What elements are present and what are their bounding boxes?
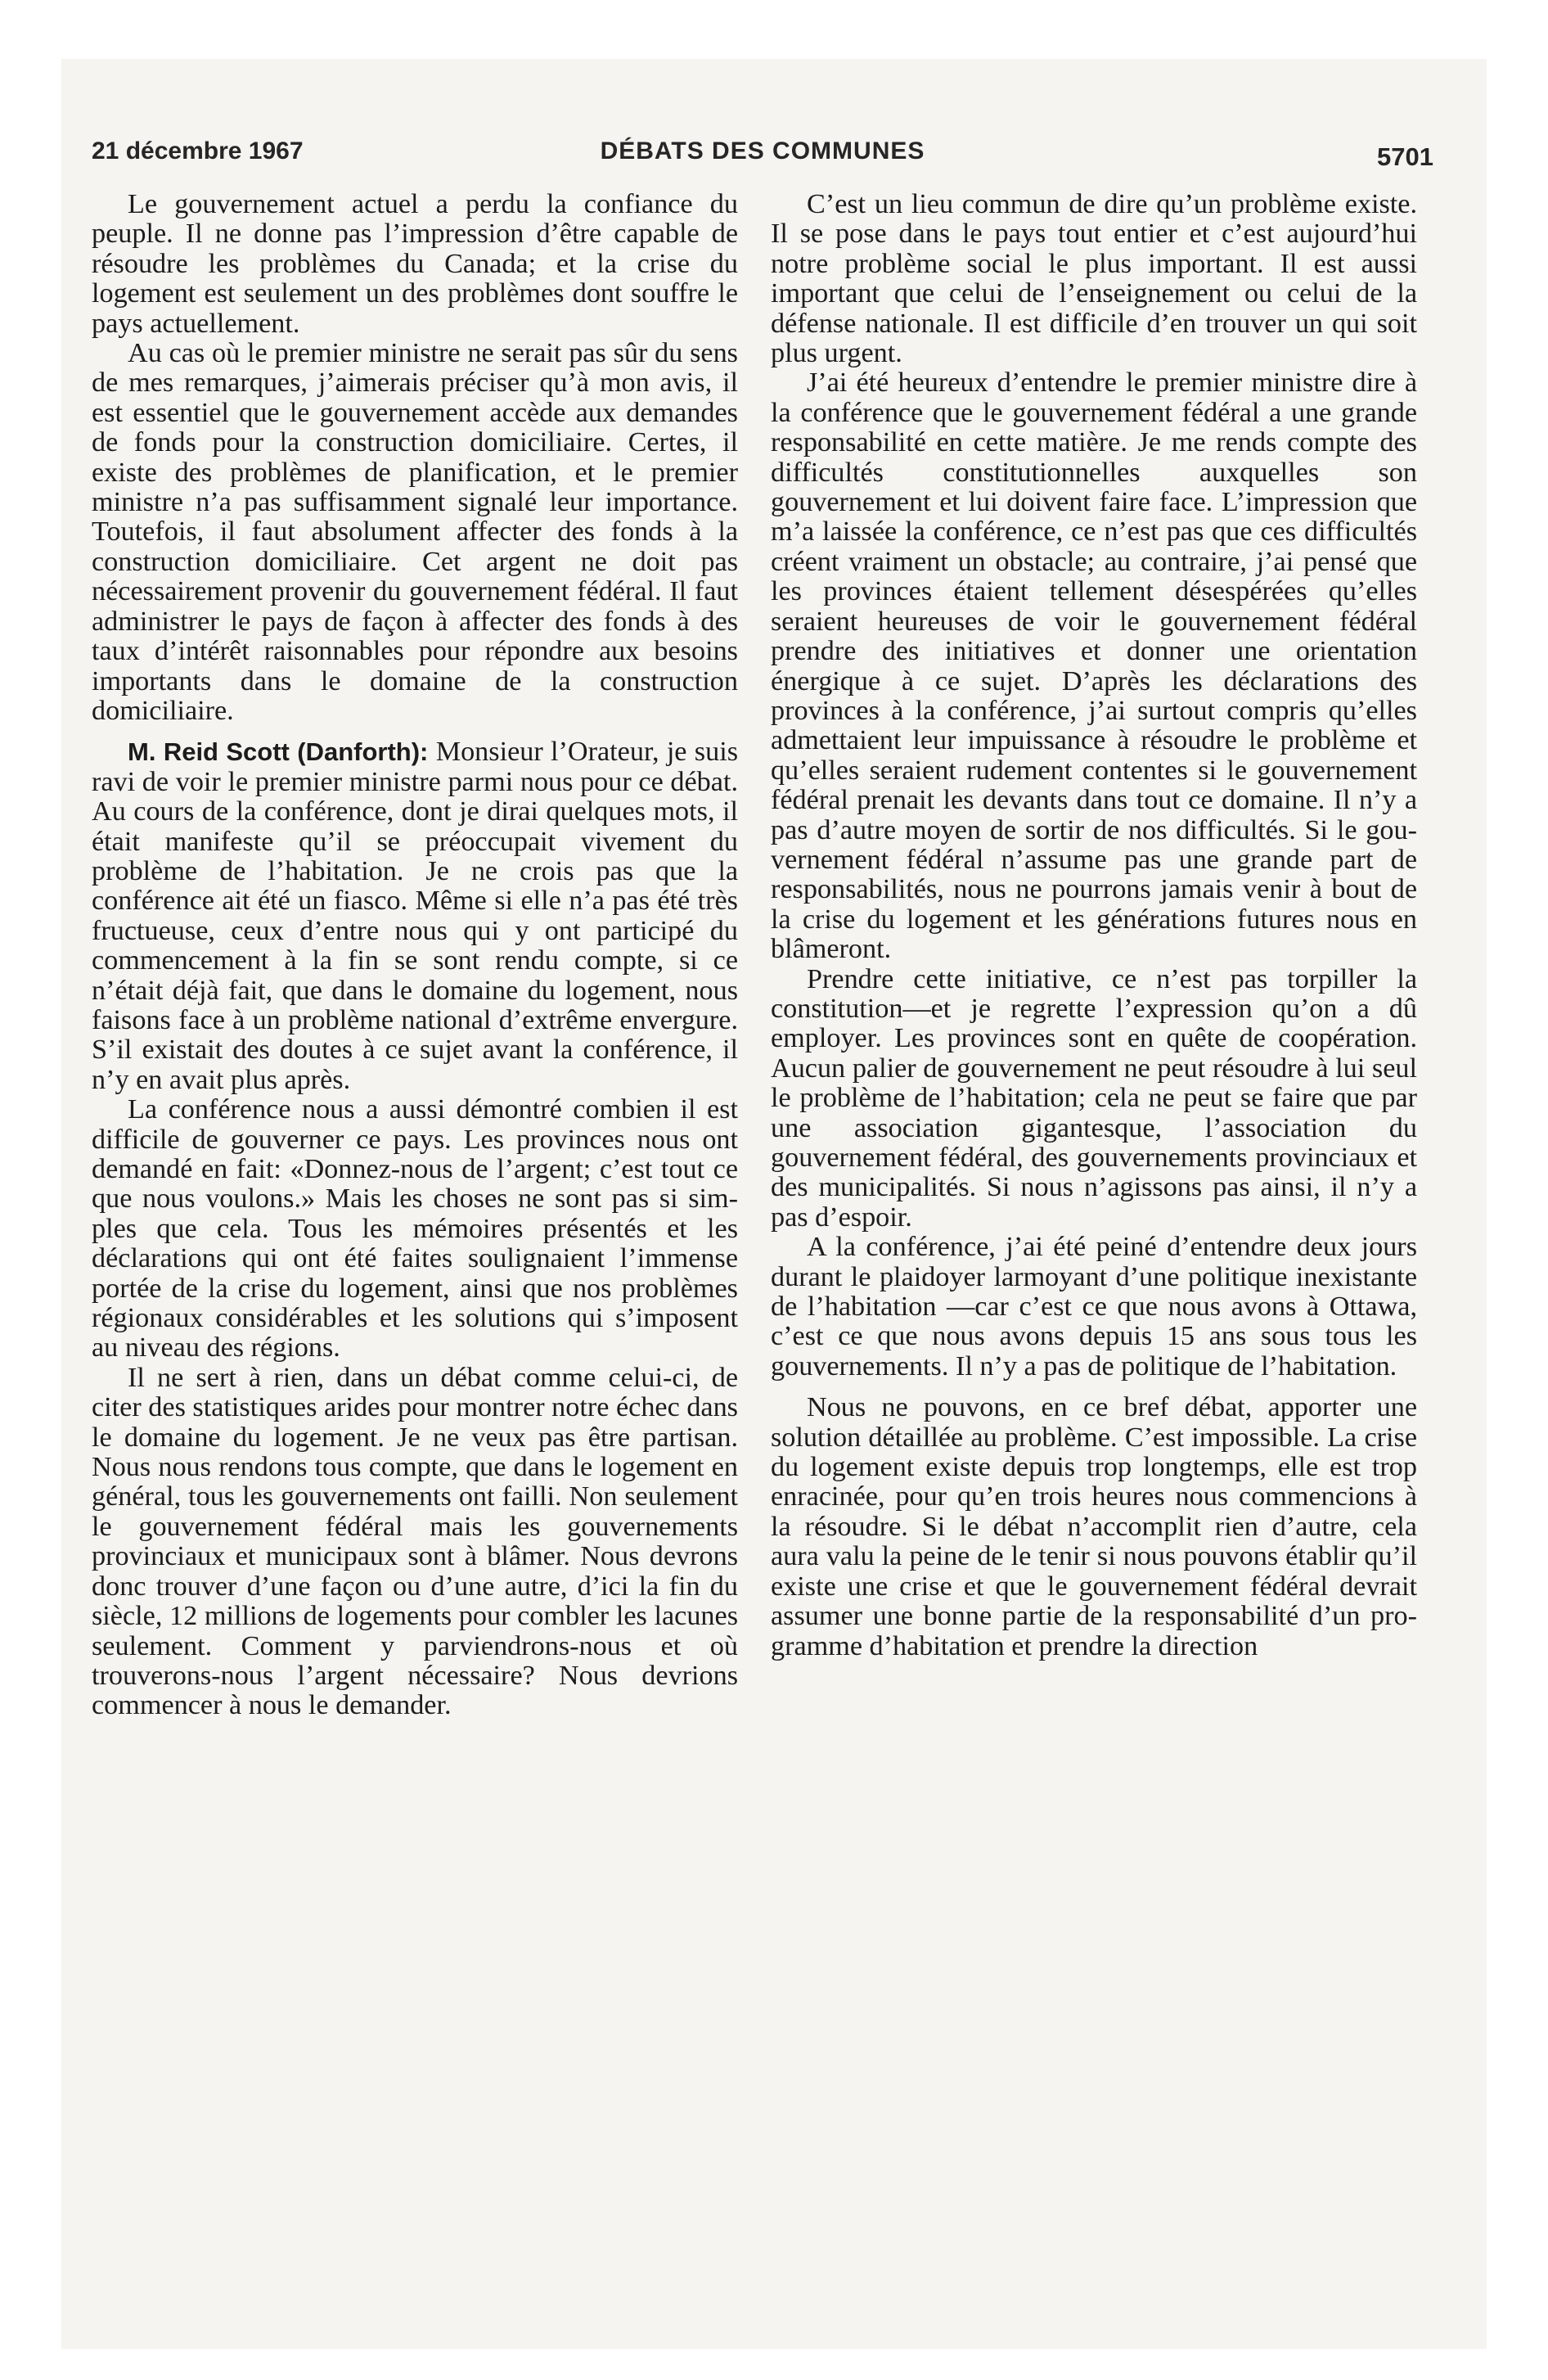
paragraph: J’ai été heureux d’entendre le premier ministre dire à la conférence que le gouvernement fédéral a une grande responsabilité en cette matière. Je me rends compte des difficultés constitutionnelles auxquelles son gouvernement et lui doivent faire face. L’impression que m’a laissée la conférence, ce n’est pas que ces difficultés créent vraiment un obstacle; au contraire, j’ai pensé que les provinces étaient tellement désespérées qu’elles seraient heureuses de voir le gouvernement fédéral prendre des initiatives et donner une orientation énergique à ce sujet. D’après les déclarations des provinces à la conférence, j’ai surtout compris qu’elles admettaient leur impuissance à résoudre le problème et qu’elles seraient rudement contentes si le gouvernement fédéral prenait les devants dans tout ce domaine. Il n’y a pas d’autre moyen de sortir de nos difficultés. Si le gouvernement fédéral n’assume pas une grande part de responsabilités, nous ne pourrons jamais venir à bout de la crise du logement et les générations futures nous en blâmeront. <box>771 367 1417 965</box>
speaker-name: M. Reid Scott (Danforth): <box>128 737 429 767</box>
speaker-paragraph <box>92 737 738 1095</box>
paragraph: Prendre cette initiative, ce n’est pas torpiller la constitution—et je regrette l’expression qu’on a dû employer. Les provinces sont en quête de coopération. Aucun palier de gouvernement ne peut résoudre à lui seul le problème de l’habitation; cela ne peut se faire que par une association gigantesque, l’association du gouvernement fédéral, des gouvernements provinciaux et des municipalités. Si nous n’agissons pas ainsi, il n’y a pas d’espoir. <box>771 963 1417 1233</box>
paragraph: Il ne sert à rien, dans un débat comme celui-ci, de citer des statistiques arides pour montrer notre échec dans le domaine du logement. Je ne veux pas être partisan. Nous nous rendons tous compte, que dans le logement en général, tous les gouvernements ont failli. Non seulement le gouvernement fédéral mais les gouvernements provinciaux et municipaux sont à blâmer. Nous devrons donc trouver d’une façon ou d’une autre, d’ici la fin du siècle, 12 millions de logements pour combler les lacunes seulement. Comment y parviendrons-nous et où trouverons-nous l’argent nécessaire? Nous devrions commencer à nous le demander. <box>92 1362 738 1721</box>
page-number: 5701 <box>1377 142 1433 171</box>
right-column <box>771 190 1417 1661</box>
paragraph: Le gouvernement actuel a perdu la confiance du peuple. Il ne donne pas l’impression d’être capable de résoudre les problèmes du Canada; et la crise du logement est seulement un des problèmes dont souffre le pays actuellement. <box>92 189 738 339</box>
paragraph: Nous ne pouvons, en ce bref débat, apporter une solution détaillée au problème. C’est impossible. La crise du logement existe depuis trop longtemps, elle est trop enracinée, pour qu’en trois heures nous commencions à la résoudre. Si le débat n’accomplit rien d’autre, cela aura valu la peine de le tenir si nous pouvons établir qu’il existe une crise et que le gouvernement fédéral devrait assumer une bonne partie de la responsabilité d’un programme d’habitation et prendre la direction <box>771 1392 1417 1661</box>
header-date: 21 décembre 1967 <box>92 137 304 165</box>
header-title: DÉBATS DES COMMUNES <box>600 137 925 165</box>
page-header <box>92 137 1433 178</box>
paragraph: C’est un lieu commun de dire qu’un problème existe. Il se pose dans le pays tout entier et c’est aujourd’hui notre problème social le plus important. Il est aussi important que celui de l’enseignement ou celui de la défense nationale. Il est difficile d’en trouver un qui soit plus urgent. <box>771 189 1417 369</box>
paragraph: Au cas où le premier ministre ne serait pas sûr du sens de mes remarques, j’aimerais préciser qu’à mon avis, il est essentiel que le gouvernement accède aux demandes de fonds pour la construction domiciliaire. Certes, il existe des problèmes de planification, et le premier ministre n’a pas suffisamment signalé leur importance. Toutefois, il faut absolument affecter des fonds à la construction domiciliaire. Cet argent ne doit pas nécessairement provenir du gouvernement fédéral. Il faut administrer le pays de façon à affecter des fonds à des taux d’intérêt raisonnables pour répondre aux besoins importants dans le domaine de la construction domiciliaire. <box>92 338 738 726</box>
paragraph: La conférence nous a aussi démontré combien il est difficile de gouverner ce pays. Les provinces nous ont demandé en fait: «Donnez-nous de l’argent; c’est tout ce que nous voulons.» Mais les choses ne sont pas si simples que cela. Tous les mémoires présentés et les déclarations qui ont été faites soulignaient l’immense portée de la crise du logement, ainsi que nos problèmes régionaux considérables et les solutions qui s’imposent au niveau des régions. <box>92 1094 738 1364</box>
left-column <box>92 190 738 1721</box>
paragraph: A la conférence, j’ai été peiné d’entendre deux jours durant le plaidoyer larmoyant d’une politique inexistante de l’habitation —car c’est ce que nous avons à Ottawa, c’est ce que nous avons depuis 15 ans sous tous les gouvernements. Il n’y a pas de politique de l’habitation. <box>771 1232 1417 1382</box>
speech-text: Monsieur l’Orateur, je suis ravi de voir le premier ministre parmi nous pour ce débat. Au cours de la conférence, dont je dirai quelques mots, il était manifeste qu’il se préoccupait vivement du problème de l’habitation. Je ne crois pas que la conférence ait été un fiasco. Même si elle n’a pas été très fructueuse, ceux d’entre nous qui y ont participé du commencement à la fin se sont rendu compte, si ce n’était déjà fait, que dans le domaine du logement, nous faisons face à un problème national d’extrême envergure. S’il existait des doutes à ce sujet avant la conférence, il n’y en avait plus après. <box>92 737 738 1095</box>
